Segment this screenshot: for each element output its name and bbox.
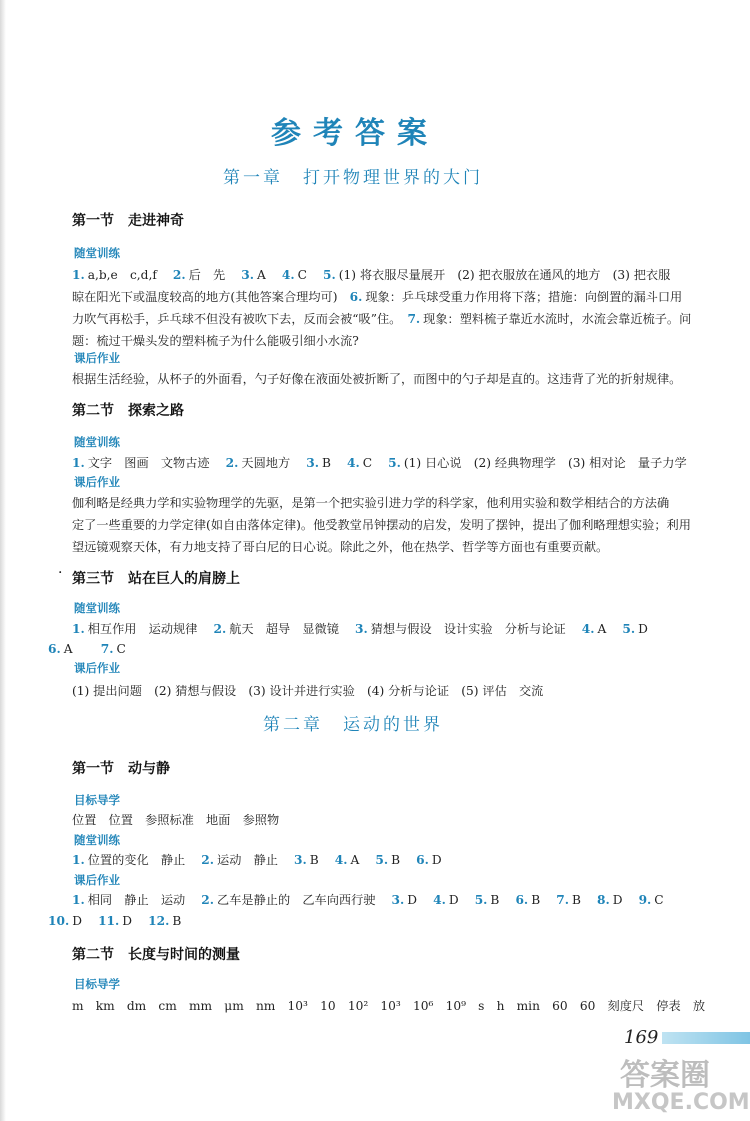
label-homework: 课后作业 bbox=[74, 475, 120, 489]
answer-line: m km dm cm mm μm nm 10³ 10 10² 10³ 10⁶ 10⁹ s h min 60 60 刻度尺 停表 放 bbox=[72, 999, 706, 1013]
label-practice: 随堂训练 bbox=[74, 601, 120, 615]
answer-line: 伽利略是经典力学和实验物理学的先驱，是第一个把实验引进力学的科学家，他利用实验和数学相结合的方法确 bbox=[72, 496, 670, 510]
section-title-1-1: 第一节 走进神奇 bbox=[72, 213, 184, 229]
answer-line: 1. 文字 图画 文物古迹 2. 天圆地方 3. B 4. C 5. (1) 日心说 (2) 经典物理学 (3) 相对论 量子力学 bbox=[72, 456, 687, 470]
watermark-logo: 答案圈 bbox=[620, 1058, 710, 1093]
answer-line: 10. D 11. D 12. B bbox=[48, 914, 182, 928]
answer-line: 1. 位置的变化 静止 2. 运动 静止 3. B 4. A 5. B 6. D bbox=[72, 853, 442, 867]
page-title: 参考答案 bbox=[271, 116, 439, 151]
answer-line: 定了一些重要的力学定律(如自由落体定律)。他受教堂吊钟摆动的启发，发明了摆钟，提出了伽利略理想实验；利用 bbox=[72, 518, 691, 532]
watermark-url: MXQE.COM bbox=[612, 1090, 750, 1115]
section-title-2-2: 第二节 长度与时间的测量 bbox=[72, 947, 240, 963]
answer-line: 晾在阳光下或温度较高的地方(其他答案合理均可) 6. 现象：乒乓球受重力作用将下落；措施：向倒置的漏斗口用 bbox=[72, 290, 683, 304]
label-practice: 随堂训练 bbox=[74, 833, 120, 847]
page-number-bar bbox=[662, 1032, 750, 1044]
section-title-1-3: 第三节 站在巨人的肩膀上 bbox=[72, 571, 240, 587]
chapter-title-1: 第一章 打开物理世界的大门 bbox=[223, 168, 483, 188]
label-practice: 随堂训练 bbox=[74, 435, 120, 449]
answer-line: 根据生活经验，从杯子的外面看，勺子好像在液面处被折断了，而图中的勺子却是直的。这违背了光的折射规律。 bbox=[72, 372, 682, 386]
answer-line: 力吹气再松手，乒乓球不但没有被吹下去，反而会被“吸”住。 7. 现象：塑料梳子靠近水流时，水流会靠近梳子。问 bbox=[72, 312, 692, 326]
label-goal: 目标导学 bbox=[74, 977, 120, 991]
label-homework: 课后作业 bbox=[74, 661, 120, 675]
answer-line: 6. A 7. C bbox=[48, 642, 126, 656]
section-title-1-2: 第二节 探索之路 bbox=[72, 403, 184, 419]
chapter-title-2: 第二章 运动的世界 bbox=[263, 715, 443, 735]
section-title-2-1: 第一节 动与静 bbox=[72, 761, 170, 777]
answer-line: 位置 位置 参照标准 地面 参照物 bbox=[72, 813, 280, 827]
answer-line: (1) 提出问题 (2) 猜想与假设 (3) 设计并进行实验 (4) 分析与论证 (5) 评估 交流 bbox=[72, 684, 544, 698]
answer-line: 望远镜观察天体，有力地支持了哥白尼的日心说。除此之外，他在热学、哲学等方面也有重要贡献。 bbox=[72, 540, 609, 554]
answer-line: 题：梳过干燥头发的塑料梳子为什么能吸引细小水流? bbox=[72, 334, 359, 348]
answer-line: 1. a,b,e c,d,f 2. 后 先 3. A 4. C 5. (1) 将衣服尽量展开 (2) 把衣服放在通风的地方 (3) 把衣服 bbox=[72, 268, 671, 282]
label-homework: 课后作业 bbox=[74, 351, 120, 365]
label-practice: 随堂训练 bbox=[74, 246, 120, 260]
stray-mark: · bbox=[58, 565, 63, 581]
label-homework: 课后作业 bbox=[74, 873, 120, 887]
answer-line: 1. 相同 静止 运动 2. 乙车是静止的 乙车向西行驶 3. D 4. D 5. B 6. B 7. B 8. D 9. C bbox=[72, 893, 664, 907]
label-goal: 目标导学 bbox=[74, 793, 120, 807]
answer-line: 1. 相互作用 运动规律 2. 航天 超导 显微镜 3. 猜想与假设 设计实验 分析与论证 4. A 5. D bbox=[72, 622, 648, 636]
page-number: 169 bbox=[624, 1027, 659, 1048]
